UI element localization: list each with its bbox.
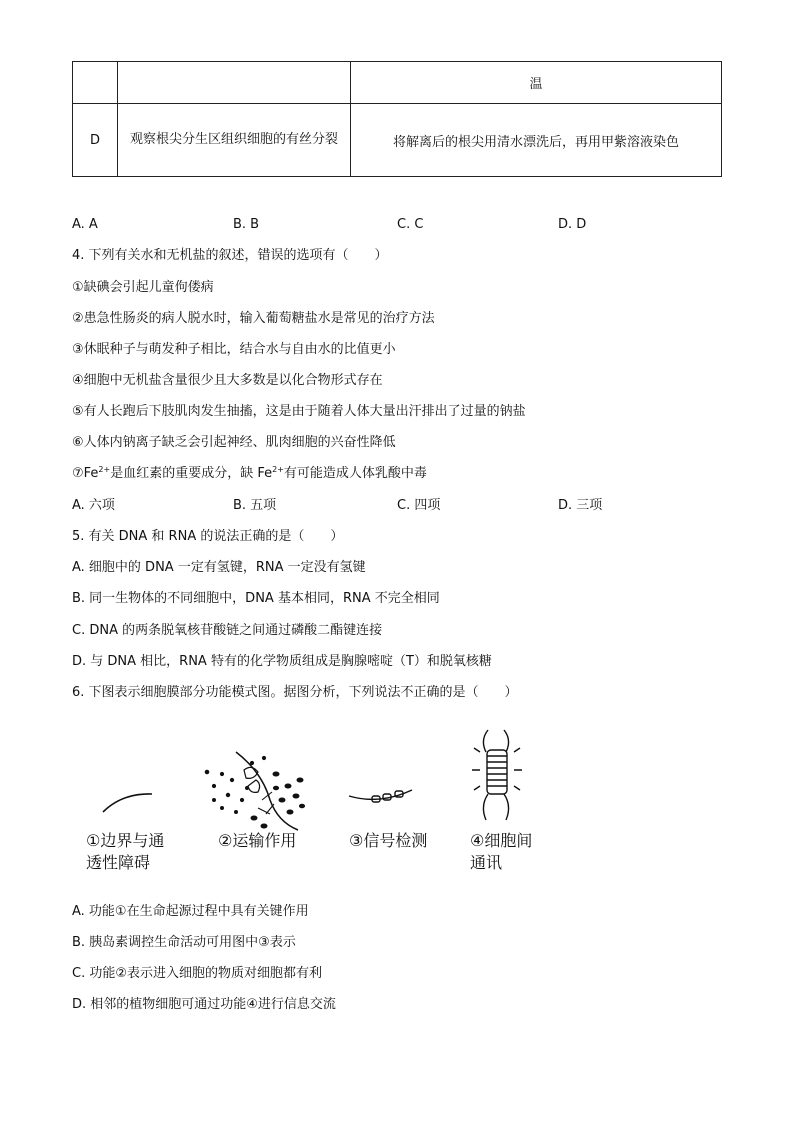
membrane-barrier-arc	[103, 794, 152, 812]
q4-option-a[interactable]: A. 六项	[72, 498, 115, 513]
figure-label-4: ④细胞间	[470, 831, 533, 850]
q4-item7-part: 有可能造成人体乳酸中毒	[283, 466, 427, 481]
q4-option-b[interactable]: B. 五项	[233, 498, 277, 513]
q4-item: ①缺碘会引起儿童佝偻病	[72, 280, 214, 295]
q4-item: ②患急性肠炎的病人脱水时，输入葡萄糖盐水是常见的治疗方法	[72, 311, 435, 326]
q4-stem: 4. 下列有关水和无机盐的叙述，错误的选项有（ ）	[72, 248, 388, 263]
q3-option-d[interactable]: D. D	[558, 217, 587, 232]
q6-option-b[interactable]: B. 胰岛素调控生命活动可用图中③表示	[72, 935, 296, 950]
figure-label-2: ②运输作用	[218, 831, 297, 850]
q6-option-a[interactable]: A. 功能①在生命起源过程中具有关键作用	[72, 904, 309, 919]
q3-option-c[interactable]: C. C	[397, 217, 424, 232]
transport-diagram	[205, 752, 304, 830]
q5-option-b[interactable]: B. 同一生物体的不同细胞中，DNA 基本相同，RNA 不完全相同	[72, 591, 440, 606]
signal-detection-diagram	[349, 790, 412, 802]
q6-option-c[interactable]: C. 功能②表示进入细胞的物质对细胞都有利	[72, 966, 322, 981]
figure-label-4-line2: 通讯	[470, 853, 503, 872]
q3-option-a[interactable]: A. A	[72, 217, 98, 232]
q3-option-b[interactable]: B. B	[233, 217, 260, 232]
charge-superscript: 2+	[98, 465, 111, 474]
q4-item: ④细胞中无机盐含量很少且大多数是以化合物形式存在	[72, 373, 383, 388]
q4-option-c[interactable]: C. 四项	[397, 498, 441, 513]
q5-option-a[interactable]: A. 细胞中的 DNA 一定有氢键，RNA 一定没有氢键	[72, 560, 366, 575]
table-cell-option: D	[73, 104, 118, 177]
q4-item7-part: 是血红素的重要成分，缺 Fe	[110, 466, 273, 481]
q4-item7-part: ⑦Fe	[72, 466, 99, 481]
q5-option-d[interactable]: D. 与 DNA 相比，RNA 特有的化学物质组成是胸腺嘧啶（T）和脱氧核糖	[72, 654, 492, 669]
table-cell-step: 温	[351, 62, 722, 104]
q4-item: ⑤有人长跑后下肢肌肉发生抽搐，这是由于随着人体大量出汗排出了过量的钠盐	[72, 404, 526, 419]
table-cell-step: 将解离后的根尖用清水漂洗后，再用甲紫溶液染色	[351, 104, 722, 177]
q4-item: ⑥人体内钠离子缺乏会引起神经、肌肉细胞的兴奋性降低	[72, 435, 396, 450]
q6-stem: 6. 下图表示细胞膜部分功能模式图。据图分析，下列说法不正确的是（ ）	[72, 685, 518, 700]
experiment-text: 观察根尖分生区组织细胞的有丝分裂	[129, 132, 338, 147]
q6-option-d[interactable]: D. 相邻的植物细胞可通过功能④进行信息交流	[72, 997, 336, 1012]
figure-label-1: ①边界与通	[86, 831, 165, 850]
figure-label-3: ③信号检测	[349, 831, 428, 850]
q4-option-d[interactable]: D. 三项	[558, 498, 603, 513]
cell-communication-diagram	[472, 730, 522, 820]
q5-stem: 5. 有关 DNA 和 RNA 的说法正确的是（ ）	[72, 529, 344, 544]
charge-superscript: 2+	[272, 465, 284, 474]
figure-label-1-line2: 透性障碍	[86, 853, 151, 872]
q4-item: ③休眠种子与萌发种子相比，结合水与自由水的比值更小	[72, 342, 396, 357]
q5-option-c[interactable]: C. DNA 的两条脱氧核苷酸链之间通过磷酸二酯键连接	[72, 623, 383, 638]
